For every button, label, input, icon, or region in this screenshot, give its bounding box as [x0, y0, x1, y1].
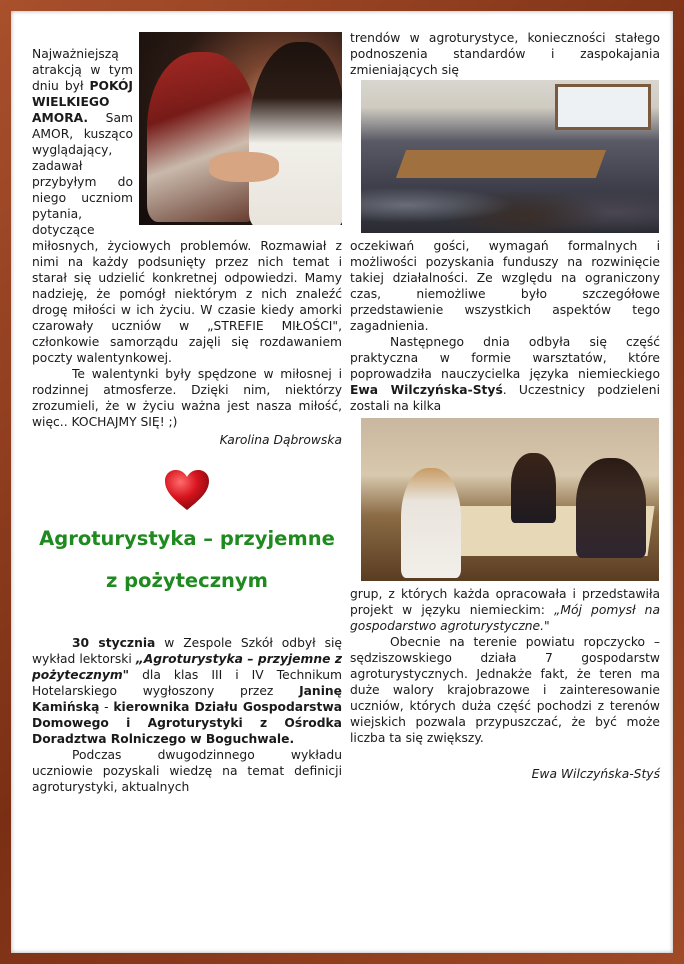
lecture-paragraph: 30 stycznia w Zespole Szkół odbył się wykład lektorski „Agroturystyka – przyjemne z pożytecznym" dla klas III i IV Technikum Hotelarskiego wygłoszony przez Janinę Kamińską - kierownika Działu Gospodarstwa Domowego i Agroturystyki z Ośrodka Doradztwa Rolniczego w Boguchwale. — [32, 636, 342, 746]
expectations-paragraph: oczekiwań gości, wymagań formalnych i możliwości pozyskania funduszy na rozwinięcie takiej działalności. Ze względu na ograniczony czas, niemożliwe było szczegółowe przedstawienie wszystkich aspektów tego zagadnienia. — [350, 239, 660, 333]
lecture-continued-paragraph: Podczas dwugodzinnego wykładu uczniowie pozyskali wiedzę na temat definicji agroturystyki, aktualnych — [32, 748, 342, 794]
workshop-photo — [361, 418, 659, 581]
article-title-line1: Agroturystyka – przyjemne — [39, 527, 335, 550]
workshop-paragraph: Następnego dnia odbyła się część praktyczna w formie warsztatów, które poprowadziła nauczycielka języka niemieckiego Ewa Wilczyńska-Styś. Uczestnicy podzieleni zostali na kilka — [350, 335, 660, 413]
article-title-line2: z pożytecznym — [106, 569, 268, 592]
signature-ewa: Ewa Wilczyńska-Styś — [531, 767, 660, 781]
trends-paragraph: trendów w agroturystyce, konieczności stałego podnoszenia standardów i zaspokajania zmieniających się — [350, 31, 660, 77]
groups-paragraph: grup, z których każda opracowała i przedstawiła projekt w języku niemieckim: „Mój pomysł na gospodarstwo agroturystyczne." — [350, 587, 660, 633]
amor-paragraph: Najważniejszą atrakcją w tym dniu był POKÓJ WIELKIEGO AMORA. Sam AMOR, kusząco wyglądający, zadawał przybyłym do niego uczniom pytania, dotyczące miłosnych, życiowych problemów. Rozmawiał z nimi na każdy podsunięty przez nich temat i starał się udzielić konkretnej odpowiedzi. Mamy nadzieję, że pomógł niektórym z nich znaleźć drogę miłości w ich życiu. W czasie kiedy amorki czarowały uczniów w „STREFIE MIŁOŚCI", członkowie samorządu zajęli się rozdawaniem poczty walentynkowej. — [32, 30, 342, 366]
region-paragraph: Obecnie na terenie powiatu ropczycko – sędziszowskiego działa 7 gospodarstw agroturystycznych. Jednakże fakt, że teren ma duże walory krajobrazowe i zainteresowanie uczniów, których duża część pochodzi z terenów wiejskich pozwala przypuszczać, że być może liczba ta się zwiększy. — [350, 635, 660, 745]
left-column — [32, 30, 342, 795]
right-column — [350, 30, 660, 782]
amor-photo — [139, 32, 342, 225]
heart-icon — [163, 468, 211, 512]
valentine-paragraph: Te walentynki były spędzone w miłosnej i rodzinnej atmosferze. Dzięki nim, niektórzy zrozumieli, że w życiu ważna jest nasza miłość, więc.. KOCHAJMY SIĘ! ;) — [32, 367, 342, 429]
page — [11, 11, 673, 953]
signature-karolina: Karolina Dąbrowska — [219, 433, 342, 447]
lecture-photo — [361, 80, 659, 233]
